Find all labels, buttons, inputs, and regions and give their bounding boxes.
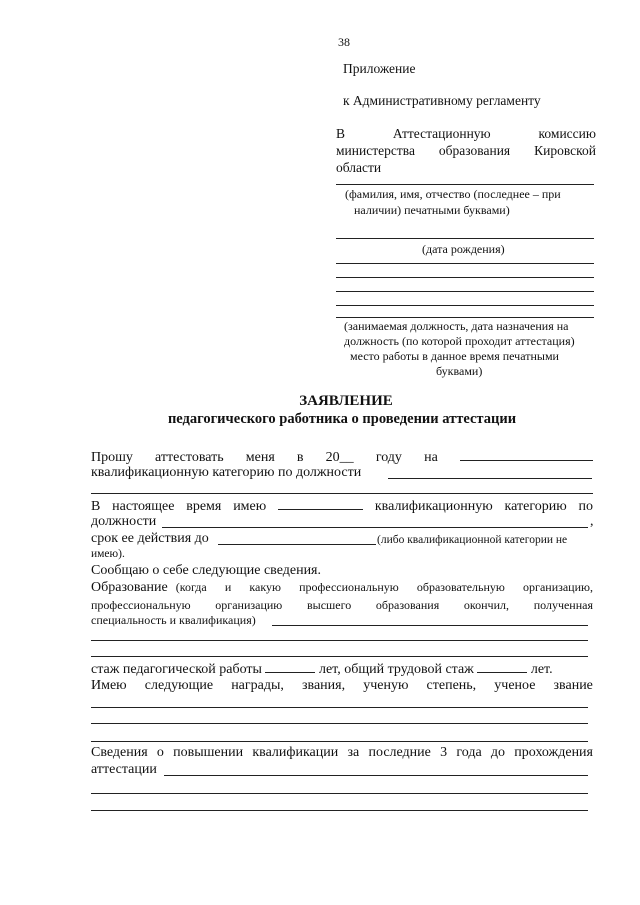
awards-word: Имею [91, 678, 127, 693]
training-field-2[interactable] [91, 793, 588, 794]
document-subtitle: педагогического работника о проведении аттестации [167, 411, 517, 427]
year-target-field[interactable] [460, 448, 593, 461]
addressee-line-3: области [336, 160, 382, 175]
awards-field-1[interactable] [91, 707, 588, 708]
position-line-3 [336, 291, 594, 292]
request-word: 20__ [325, 450, 354, 465]
current-word: В [91, 499, 101, 514]
request-word: на [424, 450, 438, 465]
training-field-3[interactable] [91, 810, 588, 811]
current-line-2-label: должности [91, 514, 157, 529]
request-position-field[interactable] [388, 478, 592, 479]
awards-word: следующие [144, 678, 214, 693]
appendix-title: Приложение [343, 61, 416, 76]
addressee-word: Аттестационную [392, 126, 491, 141]
request-word: аттестовать [155, 450, 224, 465]
request-word: меня [245, 450, 275, 465]
info-line: Сообщаю о себе следующие сведения. [91, 563, 321, 578]
addressee-word: образования [438, 143, 511, 158]
education-field-2[interactable] [91, 640, 588, 641]
experience-label-1: стаж педагогической работы [91, 662, 262, 677]
experience-line [91, 660, 553, 678]
awards-word: ученую [363, 678, 409, 693]
position-line-1 [336, 263, 594, 264]
position-caption-3: место работы в данное время печатными [350, 349, 559, 363]
request-blank-line[interactable] [91, 493, 593, 494]
request-word: году [375, 450, 402, 465]
current-comma: , [590, 514, 594, 529]
total-experience-field[interactable] [477, 660, 527, 673]
position-line-2 [336, 277, 594, 278]
current-position-field[interactable] [162, 527, 588, 528]
position-line-5 [336, 317, 594, 318]
birth-caption: (дата рождения) [422, 242, 505, 256]
education-field-1[interactable] [272, 625, 588, 626]
education-hint-2: профессиональную организацию высшего образования окончил, полученная [91, 598, 593, 612]
current-word: время [186, 499, 222, 514]
fio-caption-1: (фамилия, имя, отчество (последнее – при [345, 187, 561, 201]
request-line-2 [91, 465, 361, 481]
request-line-1 [91, 448, 593, 466]
education-label: Образование [91, 580, 168, 595]
awards-word: степень, [426, 678, 477, 693]
awards-line [91, 678, 593, 694]
current-category-field[interactable] [278, 497, 363, 510]
awards-field-2[interactable] [91, 723, 588, 724]
validity-label: срок ее действия до [91, 531, 209, 546]
current-word: по [578, 499, 593, 514]
training-line-1: Сведения о повышении квалификации за последние 3 года до прохождения [91, 745, 593, 760]
awards-field-3[interactable] [91, 741, 588, 742]
birth-line [336, 238, 594, 239]
pedagogical-experience-field[interactable] [265, 660, 315, 673]
fio-caption-2: наличии) печатными буквами) [354, 203, 510, 217]
education-hint-3: специальность и квалификация) [91, 613, 256, 627]
awards-word: звание [553, 678, 593, 693]
position-caption-1: (занимаемая должность, дата назначения на [344, 319, 569, 333]
experience-label-3: лет. [530, 662, 553, 677]
validity-date-field[interactable] [218, 544, 376, 545]
addressee-line-2 [336, 143, 596, 159]
position-line-4 [336, 305, 594, 306]
request-word: в [296, 450, 304, 465]
addressee-word: комиссию [538, 126, 596, 141]
addressee-word: Кировской [534, 143, 596, 158]
awards-word: звания, [302, 678, 346, 693]
request-word: Прошу [91, 450, 133, 465]
current-word: квалификационную [374, 499, 493, 514]
training-field-1[interactable] [164, 775, 588, 776]
position-caption-2: должность (по которой проходит аттестация) [344, 334, 575, 348]
validity-note-2: имею). [91, 548, 125, 560]
validity-note-1: (либо квалификационной категории не [377, 534, 568, 546]
current-word: настоящее [112, 499, 175, 514]
education-hint-1: (когда и какую профессиональную образовательную организацию, [175, 580, 593, 594]
appendix-subtitle: к Административному регламенту [343, 93, 541, 108]
current-line-1 [91, 497, 593, 515]
addressee-word: министерства [336, 143, 415, 158]
addressee-line-1 [336, 126, 596, 142]
awards-word: награды, [231, 678, 284, 693]
education-field-3[interactable] [91, 656, 588, 657]
document-title: ЗАЯВЛЕНИЕ [299, 393, 393, 409]
education-line-1 [91, 580, 593, 596]
current-word: имею [233, 499, 267, 514]
addressee-word: В [336, 126, 346, 141]
fio-line [336, 184, 594, 185]
position-caption-4: буквами) [436, 364, 483, 378]
experience-label-2: лет, общий трудовой стаж [318, 662, 474, 677]
current-word: категорию [504, 499, 567, 514]
awards-word: ученое [494, 678, 536, 693]
training-line-2: аттестации [91, 762, 157, 777]
page-number: 38 [338, 35, 350, 49]
request-category-label: квалификационную категорию по должности [91, 465, 362, 480]
